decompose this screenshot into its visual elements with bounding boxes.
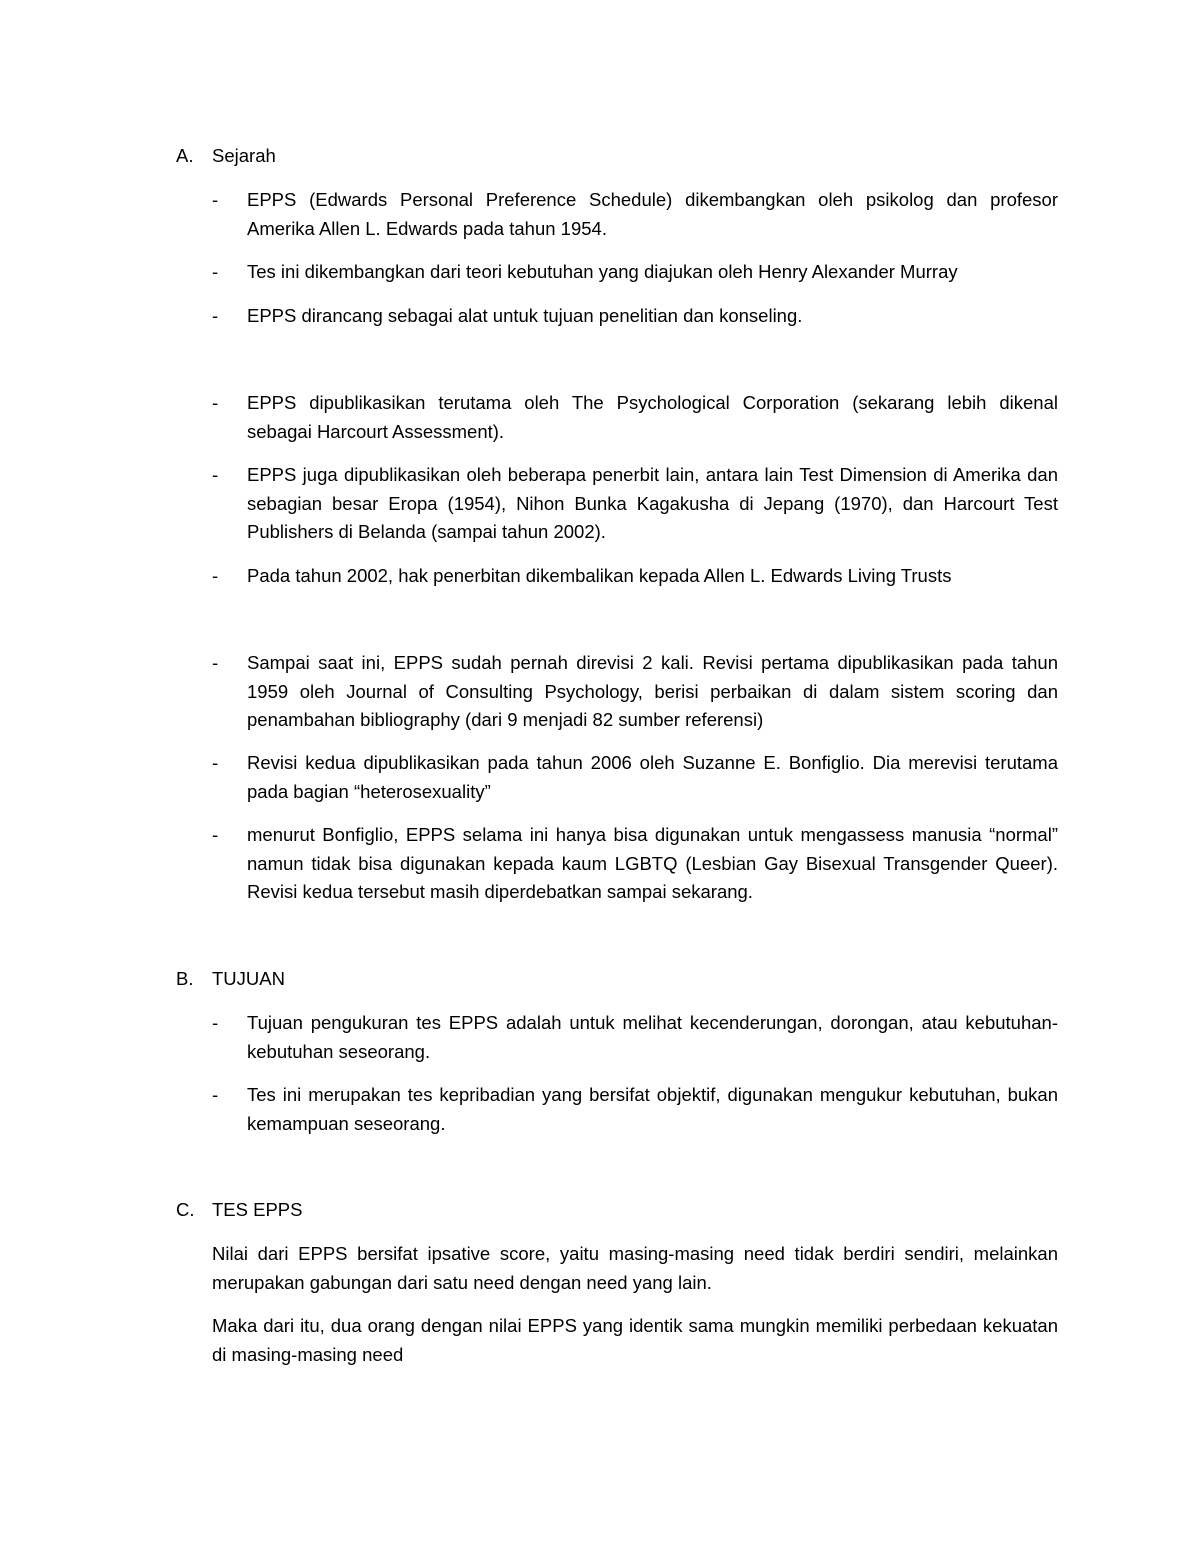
list-item (212, 821, 1058, 907)
bullet-dash: - (212, 392, 219, 413)
section-letter: A. (176, 145, 194, 166)
section-letter: B. (176, 968, 194, 989)
list-item-text: Tes ini merupakan tes kepribadian yang bersifat objektif, digunakan mengukur kebutuhan, bukan kemampuan seseorang. (247, 1084, 1058, 1134)
bullet-dash: - (212, 1084, 219, 1105)
list-item (212, 461, 1058, 547)
bullet-dash: - (212, 1012, 219, 1033)
list-item-text: Sampai saat ini, EPPS sudah pernah direvisi 2 kali. Revisi pertama dipublikasikan pada tahun 1959 oleh Journal of Consulting Psychology, berisi perbaikan di dalam sistem scoring dan penambahan bibliography (dari 9 menjadi 82 sumber referensi) (247, 652, 1058, 730)
bullet-dash: - (212, 752, 219, 773)
section-title: TUJUAN (212, 968, 285, 989)
section-heading-tujuan (176, 965, 776, 993)
bullet-dash: - (212, 652, 219, 673)
list-item-text: Revisi kedua dipublikasikan pada tahun 2006 oleh Suzanne E. Bonfiglio. Dia merevisi terutama pada bagian “heterosexuality” (247, 752, 1058, 802)
list-item-text: EPPS dipublikasikan terutama oleh The Psychological Corporation (sekarang lebih dikenal sebagai Harcourt Assessment). (247, 392, 1058, 442)
list-item (212, 302, 1058, 331)
bullet-dash: - (212, 261, 219, 282)
bullet-dash: - (212, 189, 219, 210)
section-heading-tes-epps (176, 1196, 776, 1224)
list-item (212, 186, 1058, 243)
bullet-dash: - (212, 464, 219, 485)
section-title: TES EPPS (212, 1199, 303, 1220)
list-item (212, 258, 1058, 287)
bullet-dash: - (212, 565, 219, 586)
list-item-text: EPPS juga dipublikasikan oleh beberapa penerbit lain, antara lain Test Dimension di Amerika dan sebagian besar Eropa (1954), Nihon Bunka Kagakusha di Jepang (1970), dan Harcourt Test Publishers di Belanda (sampai tahun 2002). (247, 464, 1058, 542)
list-item-text: EPPS (Edwards Personal Preference Schedule) dikembangkan oleh psikolog dan profesor Amerika Allen L. Edwards pada tahun 1954. (247, 189, 1058, 239)
list-item-text: EPPS dirancang sebagai alat untuk tujuan penelitian dan konseling. (247, 305, 803, 326)
bullet-dash: - (212, 305, 219, 326)
paragraph: Nilai dari EPPS bersifat ipsative score, yaitu masing-masing need tidak berdiri sendiri, melainkan merupakan gabungan dari satu need dengan need yang lain. (212, 1243, 1058, 1293)
list-item-text: Tujuan pengukuran tes EPPS adalah untuk melihat kecenderungan, dorongan, atau kebutuhan-kebutuhan seseorang. (247, 1012, 1058, 1062)
list-item (212, 1009, 1058, 1066)
bullet-dash: - (212, 824, 219, 845)
list-item (212, 749, 1058, 806)
list-item-text: Pada tahun 2002, hak penerbitan dikembalikan kepada Allen L. Edwards Living Trusts (247, 565, 952, 586)
list-item (212, 649, 1058, 735)
list-item (212, 562, 1058, 591)
list-item-text: Tes ini dikembangkan dari teori kebutuhan yang diajukan oleh Henry Alexander Murray (247, 261, 958, 282)
list-item-text: menurut Bonfiglio, EPPS selama ini hanya bisa digunakan untuk mengassess manusia “normal” namun tidak bisa digunakan kepada kaum LGBTQ (Lesbian Gay Bisexual Transgender Queer). Revisi kedua tersebut masih diperdebatkan sampai sekarang. (247, 824, 1058, 902)
section-letter: C. (176, 1199, 195, 1220)
paragraph: Maka dari itu, dua orang dengan nilai EPPS yang identik sama mungkin memiliki perbedaan kekuatan di masing-masing need (212, 1315, 1058, 1365)
section-title: Sejarah (212, 145, 276, 166)
section-heading-sejarah (176, 142, 776, 170)
list-item (212, 1081, 1058, 1138)
list-item (212, 389, 1058, 446)
